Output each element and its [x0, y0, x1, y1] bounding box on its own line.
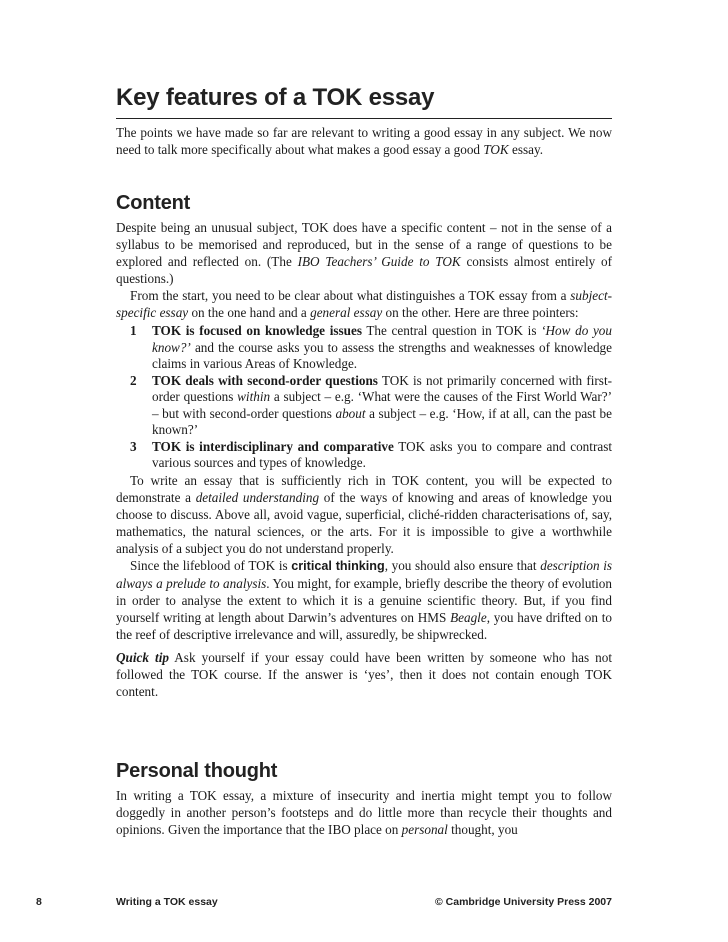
content-heading: Content	[116, 192, 191, 214]
intro-section	[116, 124, 612, 158]
quick-tip: Quick tip Ask yourself if your essay could have been written by someone who has not followed the TOK course. If the answer is ‘yes’, then it does not contain enough TOK content.	[116, 649, 612, 699]
pointers-list	[116, 323, 612, 472]
list-item: 1 TOK is focused on knowledge issues The central question in TOK is ‘How do you know?’ and the course asks you to assess the strengths and weaknesses of knowledge claims in various Areas of Knowledge.	[130, 323, 612, 371]
content-paragraph-1: Despite being an unusual subject, TOK does have a specific content – not in the sense of a syllabus to be memorised and reproduced, but in the sense of a range of questions to be explored and reflected on. (The IBO Teachers’ Guide to TOK consists almost entirely of questions.)	[116, 220, 612, 286]
personal-thought-heading: Personal thought	[116, 760, 278, 782]
content-section	[116, 192, 612, 700]
quick-tip-label: Quick tip	[116, 649, 169, 665]
content-paragraph-2: From the start, you need to be clear about what distinguishes a TOK essay from a subject-specific essay on the one hand and a general essay on the other. Here are three pointers:	[116, 288, 612, 320]
content-paragraph-3: To write an essay that is sufficiently rich in TOK content, you will be expected to demonstrate a detailed understanding of the ways of knowing and areas of knowledge you choose to discuss. Above all, avoid vague, superficial, cliché-ridden characterisations of, say, mathematics, the natural sciences, or the arts. For it is impossible to give a worthwhile analysis of a subject you do not understand properly.	[116, 472, 613, 556]
list-item: 2 TOK deals with second-order questions TOK is not primarily concerned with first-order questions within a subject – e.g. ‘What were the causes of the First World War?’ – but with second-order questions about a subject – e.g. ‘How, if at all, can the past be known?’	[130, 372, 612, 437]
footer-book-title: Writing a TOK essay	[116, 896, 218, 908]
page-number: 8	[36, 896, 42, 908]
intro-paragraph: The points we have made so far are relevant to writing a good essay in any subject. We now need to talk more specifically about what makes a good essay a good TOK essay.	[116, 125, 612, 157]
content-paragraph-4: Since the lifeblood of TOK is critical thinking, you should also ensure that description is always a prelude to analysis. You might, for example, briefly describe the theory of evolution in order to analyse the extent to which it is a genuine scientific theory. But, if you find yourself writing at length about Darwin’s adventures on HMS Beagle, you have drifted on to the reef of descriptive irrelevance and will, assuredly, be shipwrecked.	[116, 557, 612, 642]
personal-thought-section	[116, 760, 612, 838]
list-item: 3 TOK is interdisciplinary and comparative TOK asks you to compare and contrast various sources and types of knowledge.	[130, 438, 612, 470]
footer-copyright: © Cambridge University Press 2007	[435, 896, 612, 908]
personal-paragraph-1: In writing a TOK essay, a mixture of insecurity and inertia might tempt you to follow doggedly in another person’s footsteps and do little more than recycle their thoughts and opinions. Given the importance that the IBO place on personal thought, you	[116, 788, 612, 837]
page-heading: Key features of a TOK essay	[116, 84, 612, 119]
